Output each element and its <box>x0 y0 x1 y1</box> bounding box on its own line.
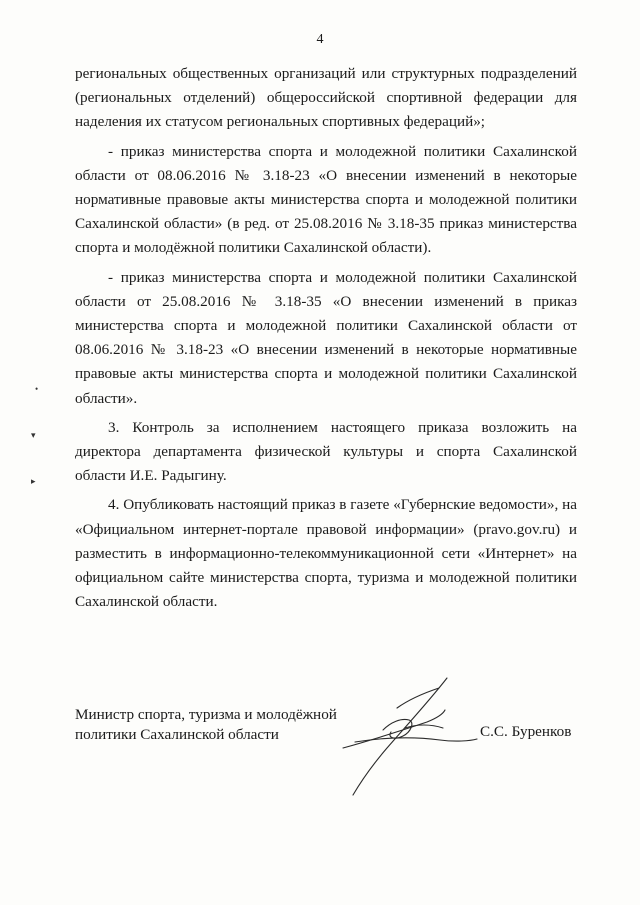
signatory-title <box>75 705 355 745</box>
paragraph-order-list-item-1: - приказ министерства спорта и молодежной политики Сахалинской области от 08.06.2016 № 3.18-23 «О внесении изменений в некоторые нормативные правовые акты министерства спорта и молодежной политики Сахалинской области» (в ред. от 25.08.2016 № 3.18-35 приказ министерства спорта и молодёжной политики Сахалинской области). <box>75 142 577 257</box>
scan-speck-mark: ▾ <box>31 430 36 440</box>
document-body <box>75 62 577 619</box>
paragraph-order-list-item-2: - приказ министерства спорта и молодежной политики Сахалинской области от 25.08.2016 № 3.18-35 «О внесении изменений в приказ министерства спорта и молодежной политики Сахалинской области от 08.06.2016 № 3.18-23 «О внесении изменений в некоторые нормативные правовые акты министерства спорта и молодежной политики Сахалинской области». <box>75 268 577 407</box>
paragraph-item-4: 4. Опубликовать настоящий приказ в газете «Губернские ведомости», на «Официальном интернет-портале правовой информации» (pravo.gov.ru) и разместить в информационно-телекоммуникационной сети «Интернет» на официальном сайте министерства спорта, туризма и молодежной политики Сахалинской области. <box>75 496 577 611</box>
paragraph-continuation: региональных общественных организаций или структурных подразделений (региональных отделений) общероссийской спортивной федерации для наделения их статусом региональных спортивных федераций»; <box>75 65 577 131</box>
scan-speck-mark: ▸ <box>31 476 36 486</box>
signatory-title-line-2: политики Сахалинской области <box>75 726 279 743</box>
scan-speck-mark: • <box>35 384 39 394</box>
page-number: 4 <box>316 32 324 47</box>
paragraph-item-3: 3. Контроль за исполнением настоящего приказа возложить на директора департамента физической культуры и спорта Сахалинской области И.Е. Радыгину. <box>75 418 577 485</box>
signatory-title-line-1: Министр спорта, туризма и молодёжной <box>75 706 337 723</box>
signatory-name: С.С. Буренков <box>480 723 572 740</box>
handwritten-signature <box>335 670 485 800</box>
